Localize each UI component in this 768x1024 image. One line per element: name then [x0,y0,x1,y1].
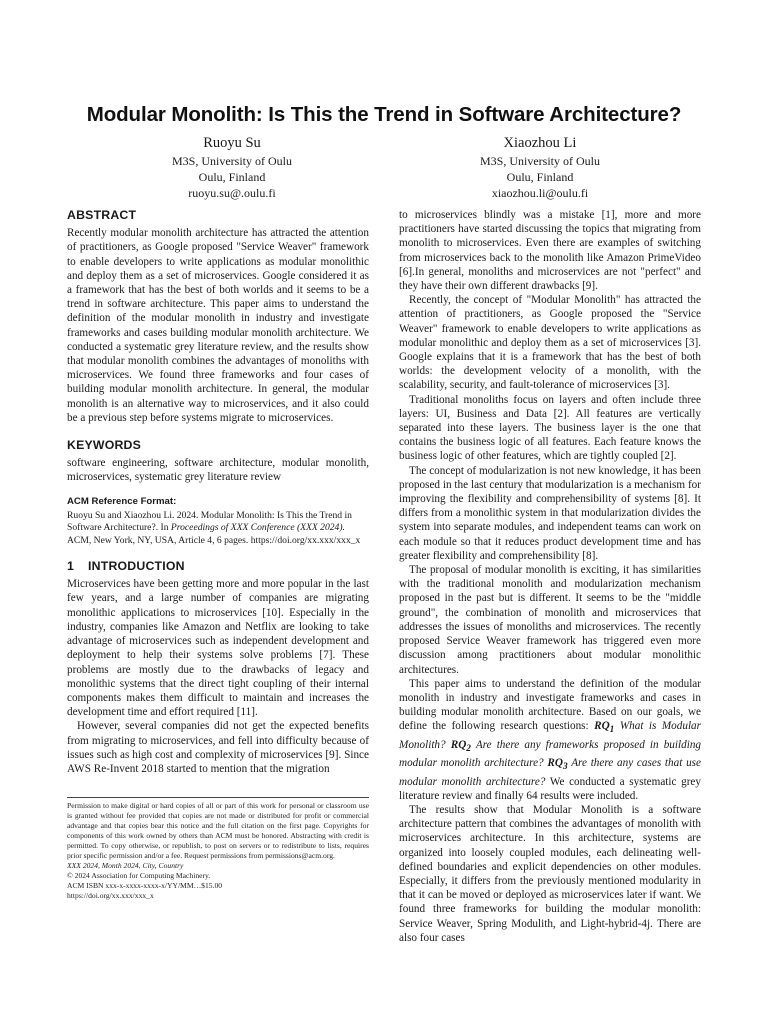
conference-info: XXX 2024, Month 2024, City, Country [67,861,184,870]
doi-line: https://doi.org/xx.xxx/xxx_x [67,891,154,900]
acm-reference-text [67,510,369,547]
section-title: INTRODUCTION [88,559,185,574]
acm-reference-citation: Ruoyu Su and Xiaozhou Li. 2024. Modular Monolith: Is This the Trend in Software Architecture?. In [67,509,352,534]
keywords-heading: KEYWORDS [67,438,142,453]
research-questions-intro: This paper aims to understand the definition of the modular monolith in industry and investigate frameworks and cases in building modular monolith architecture. Based on our goals, we define the following research questions: [399,677,701,733]
acm-reference-doi: ACM, New York, NY, USA, Article 4, 6 pages. https://doi.org/xx.xxx/xxx_x [67,534,361,546]
author-affiliation: M3S, University of Oulu [480,154,600,168]
right-column [399,208,701,945]
rq2-text: Are there any frameworks proposed in building modular monolith architecture? [399,738,702,770]
left-column [67,208,369,776]
rq2-label: $RQ_2$ [450,738,471,754]
rq3-text: Are there any cases that use modular monolith architecture? [399,757,702,788]
author-email: xiaozhou.li@oulu.fi [491,186,589,200]
intro-paragraph-7 [399,677,701,803]
rq1-text: What is Modular Monolith? [399,720,701,751]
copyright-line: © 2024 Association for Computing Machinery. [67,871,211,880]
intro-paragraph-3: Recently, the concept of "Modular Monolith" has attracted the attention of practitioners, as Google proposed the "Service Weaver" framework to enable developers to write applications as modular monolithic and deploy them as a set of microservices [3]. Google explains that it is a framework that has the best of both worlds: the development velocity of a monolith, with the scalability, security, and fault-tolerance of microservices [3]. [399,294,701,392]
intro-paragraph-5: The concept of modularization is not new knowledge, it has been proposed in the last century that modularization is a mechanism for improving the flexibility and comprehensibility of systems [8]. It differs from a monolithic system in that modularization divides the system into separate modules, and independent teams can work on each module so that it reduces product development time and has greater flexibility and comprehensibility [8]. [399,464,701,562]
section-number: 1 [67,559,75,574]
author-location: Oulu, Finland [198,170,266,184]
author-location: Oulu, Finland [506,170,574,184]
author-name: Xiaozhou Li [503,135,577,151]
isbn-line: ACM ISBN xxx-x-xxxx-xxxx-x/YY/MM…$15.00 [67,881,223,890]
intro-paragraph-8: The results show that Modular Monolith is a software architecture pattern that combines the advantages of monolith with microservices architecture. In this architecture, systems are organized into loosely coupled modules, each delineating well-defined boundaries and explicit dependencies on other modules. Especially, it differs from the previously mentioned modularity in that it can be moved or deployed as microservices later if want. We found three frameworks for building the modular monolith: Service Weaver, Spring Modulith, and Light-hybrid-4j. There are also four cases [399,804,701,944]
author-block-1 [82,133,382,201]
introduction-heading [67,559,369,573]
intro-paragraph-4: Traditional monoliths focus on layers and often include three layers: UI, Business and Data [2]. All features are vertically separated into these layers. The business layer is the one that contains the business logic of all features. Each feature knows the business logic of other features, which are tightly coupled [2]. [399,393,701,463]
permission-notice: Permission to make digital or hard copies of all or part of this work for personal or classroom use is granted without fee provided that copies are not made or distributed for profit or commercial advantage and that copies bear this notice and the full citation on the first page. Copyrights for components of this work owned by others than ACM must be honored. Abstracting with credit is permitted. To copy otherwise, or republish, to post on servers or to redistribute to lists, requires prior specific permission and/or a fee. Request permissions from permissions@acm.org. [67,801,369,860]
abstract-text: Recently modular monolith architecture has attracted the attention of practitioners, as Google proposed "Service Weaver" framework to enable developers to write applications as modular monolithic and deploy them as a set of microservices. Google considered it as a framework that has the best of both worlds and it seems to be a trend in software architecture. This paper aims to understand the definition of the modular monolith in industry and investigate frameworks and cases building modular monolith architecture. We conducted a systematic grey literature review, and the results show that modular monolith combines the advantages of monoliths with microservices. We found three frameworks and four cases of building modular monolith architecture. In general, the modular monolith is an alternative way to microservices, and it also could be a previous step before systems migrate to microservices. [67,227,369,424]
intro-paragraph-6: The proposal of modular monolith is exciting, it has similarities with the traditional monolith and modularization mechanism proposed in the past but is different. It seems to be the "middle ground", the combination of monolith and microservices that addresses the issues of monoliths and microservices. The recently proposed Service Weaver framework has triggered even more discussion among practitioners about modular monolithic architectures. [399,564,701,676]
abstract-heading: ABSTRACT [67,208,137,222]
author-affiliation: M3S, University of Oulu [172,154,292,168]
intro-paragraph-1: Microservices have been getting more and more popular in the last few years, and a large number of companies are migrating monolithic applications to microservices [10]. Especially in the industry, companies like Amazon and Netflix are looking to take advantage of microservices such as independent development and deployment to help their systems solve problems [7]. These problems are mostly due to the drawbacks of legacy and monolithic systems that the direct tight coupling of their internal components makes them difficult to maintain and increases the development time and effort required [11]. [67,578,369,719]
footnote-divider [67,797,369,798]
keywords-text: software engineering, software architecture, modular monolith, microservices, systematic grey literature review [67,457,369,484]
acm-reference-venue: Proceedings of XXX Conference (XXX 2024). [170,522,345,534]
acm-reference-heading: ACM Reference Format: [67,495,177,507]
author-email: ruoyu.su@.oulu.fi [188,186,276,200]
rq3-label: $RQ_3$ [547,757,568,773]
review-summary: We conducted a systematic grey literature review and finally 64 results were included. [399,775,701,802]
intro-paragraph-2-continued: to microservices blindly was a mistake [1], more and more practitioners have started discussing the topics that migrating from monolith to microservices. Even there are examples of switching from microservices back to the monolith like Amazon PrimeVideo [6].In general, monoliths and microservices are not "perfect" and they have their own different drawbacks [9]. [399,209,701,293]
paper-title: Modular Monolith: Is This the Trend in Software Architecture? [86,103,682,126]
intro-paragraph-2: However, several companies did not get the expected benefits from migrating to microservices, and fell into difficulty because of issues such as high cost and complexity of microservices [9]. Since AWS Re-Invent 2018 started to mention that the migration [67,720,369,775]
copyright-footnote [67,797,369,901]
rq1-label: $RQ_1$ [594,720,615,736]
author-name: Ruoyu Su [203,135,261,151]
author-block-2 [390,133,690,201]
